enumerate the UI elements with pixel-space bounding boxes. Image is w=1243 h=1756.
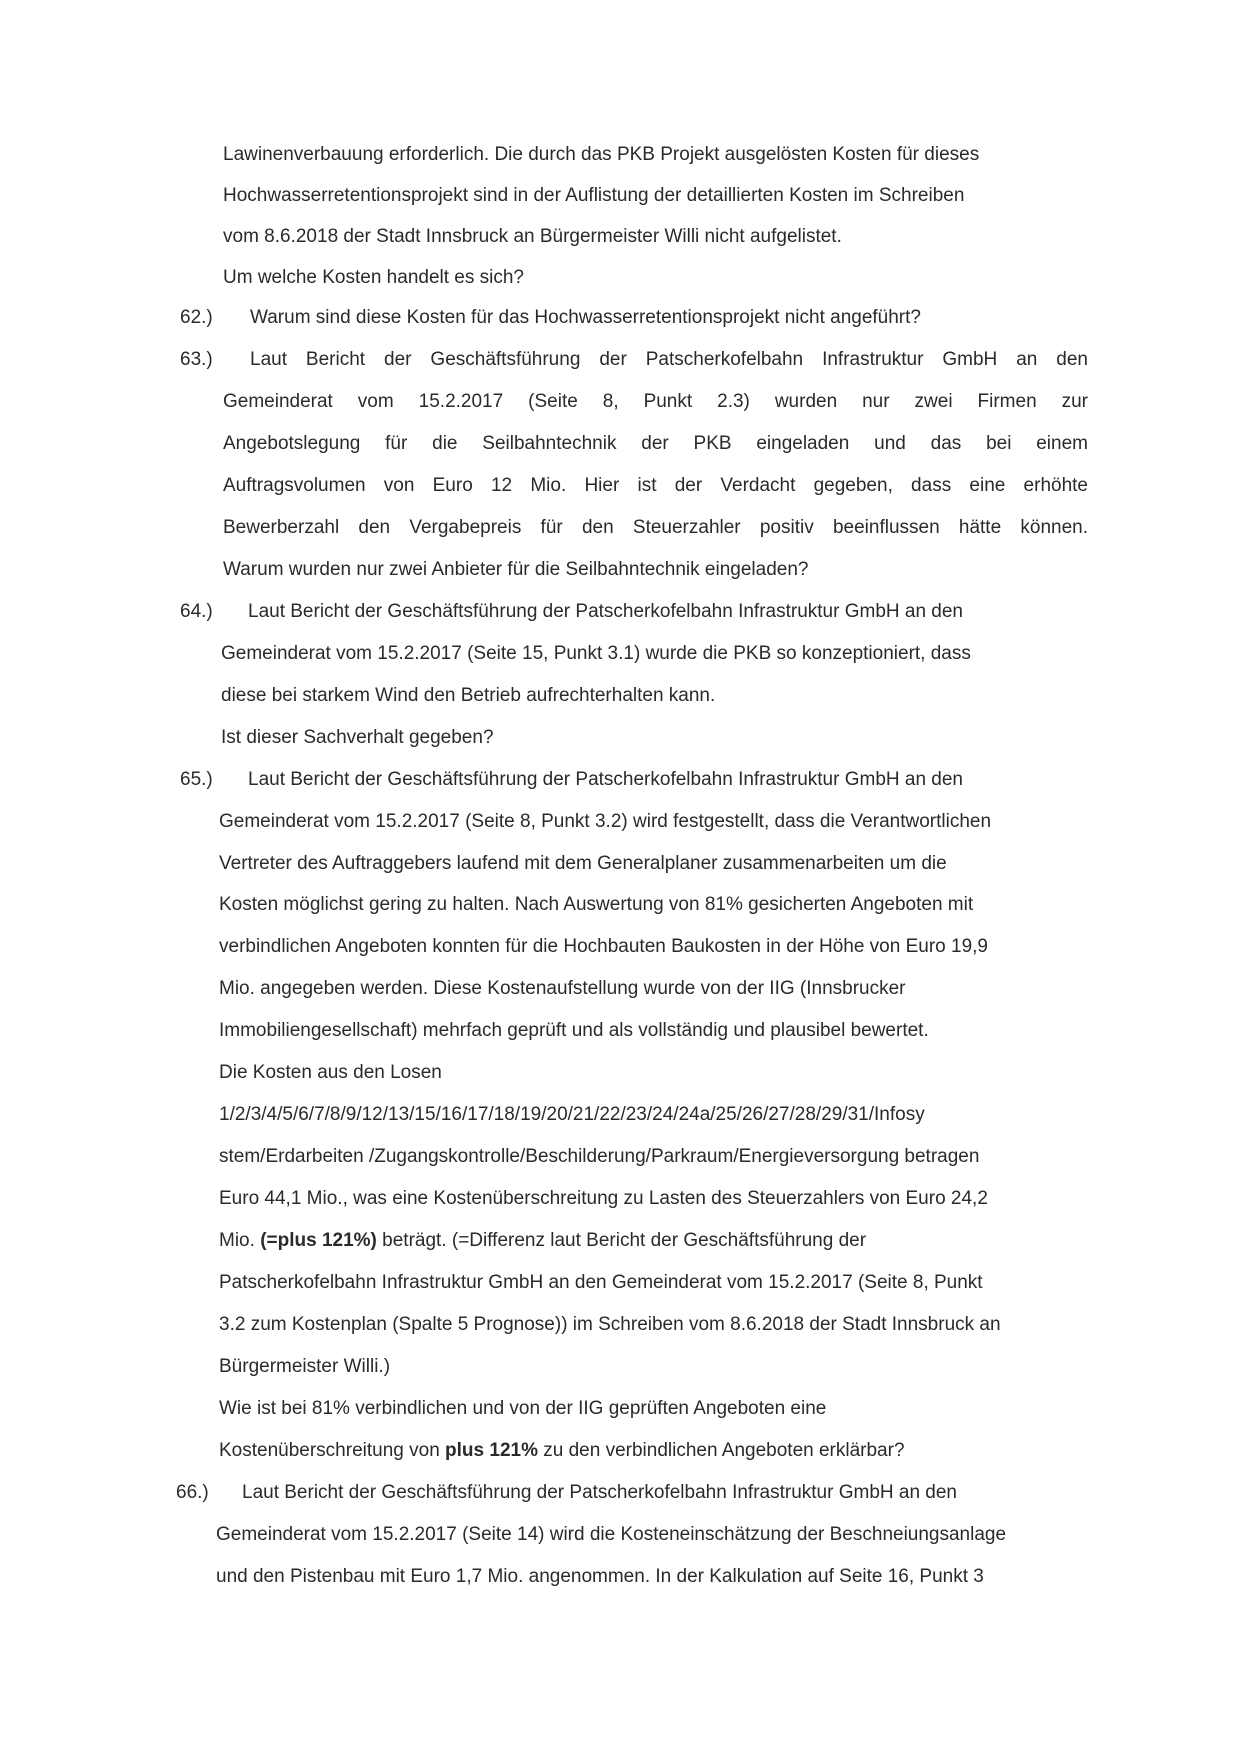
question-65-line: 1/2/3/4/5/6/7/8/9/12/13/15/16/17/18/19/20/21/22/23/24/24a/25/26/27/28/29/31/Infosy [219, 1104, 925, 1125]
question-63-line: Bewerberzahl den Vergabepreis für den Steuerzahler positiv beeinflussen hätte können. [223, 517, 1088, 538]
intro-line: Lawinenverbauung erforderlich. Die durch das PKB Projekt ausgelösten Kosten für dieses [223, 144, 980, 165]
question-63-line: Angebotslegung für die Seilbahntechnik der PKB eingeladen und das bei einem [223, 433, 1088, 454]
question-63-line: Laut Bericht der Geschäftsführung der Patscherkofelbahn Infrastruktur GmbH an den [250, 349, 1088, 370]
question-64-line: Ist dieser Sachverhalt gegeben? [221, 727, 494, 748]
question-65-line: Gemeinderat vom 15.2.2017 (Seite 8, Punkt 3.2) wird festgestellt, dass die Verantwortlichen [219, 811, 992, 832]
question-65-line: Kosten möglichst gering zu halten. Nach Auswertung von 81% gesicherten Angeboten mit [219, 894, 974, 915]
question-number-62: 62.) [180, 307, 213, 328]
intro-line: Hochwasserretentionsprojekt sind in der Auflistung der detaillierten Kosten im Schreiben [223, 185, 965, 206]
question-66-line: Gemeinderat vom 15.2.2017 (Seite 14) wird die Kosteneinschätzung der Beschneiungsanlage [216, 1524, 1007, 1545]
question-65-line: Bürgermeister Willi.) [219, 1356, 391, 1377]
plus-121-bold: (=plus 121%) [260, 1230, 377, 1251]
question-65-line: Die Kosten aus den Losen [219, 1062, 442, 1083]
question-65-line: Euro 44,1 Mio., was eine Kostenüberschreitung zu Lasten des Steuerzahlers von Euro 24,2 [219, 1188, 988, 1209]
question-65-line: stem/Erdarbeiten /Zugangskontrolle/Beschilderung/Parkraum/Energieversorgung betragen [219, 1146, 980, 1167]
question-64-line: Laut Bericht der Geschäftsführung der Patscherkofelbahn Infrastruktur GmbH an den [248, 601, 963, 622]
mio-suffix: beträgt. (=Differenz laut Bericht der Geschäftsführung der [382, 1230, 867, 1251]
question-65-line: Vertreter des Auftraggebers laufend mit dem Generalplaner zusammenarbeiten um die [219, 853, 947, 874]
question-65-line: 3.2 zum Kostenplan (Spalte 5 Prognose)) im Schreiben vom 8.6.2018 der Stadt Innsbruck an [219, 1314, 1001, 1335]
plus-121-bold: plus 121% [445, 1440, 538, 1461]
question-65-mixed-line [219, 1438, 1079, 1464]
question-65-line: Mio. angegeben werden. Diese Kostenaufstellung wurde von der IIG (Innsbrucker [219, 978, 906, 999]
question-65-line: Patscherkofelbahn Infrastruktur GmbH an den Gemeinderat vom 15.2.2017 (Seite 8, Punkt [219, 1272, 983, 1293]
last-suffix: zu den verbindlichen Angeboten erklärbar? [543, 1440, 905, 1461]
question-65-line: Immobiliengesellschaft) mehrfach geprüft und als vollständig und plausibel bewertet. [219, 1020, 929, 1041]
question-62-line: Warum sind diese Kosten für das Hochwasserretentionsprojekt nicht angeführt? [250, 307, 921, 328]
question-number-64: 64.) [180, 601, 213, 622]
question-65-line: Wie ist bei 81% verbindlichen und von der IIG geprüften Angeboten eine [219, 1398, 827, 1419]
question-63-line: Gemeinderat vom 15.2.2017 (Seite 8, Punkt 2.3) wurden nur zwei Firmen zur [223, 391, 1088, 412]
mio-prefix: Mio. [219, 1230, 255, 1251]
intro-line: vom 8.6.2018 der Stadt Innsbruck an Bürgermeister Willi nicht aufgelistet. [223, 226, 842, 247]
question-65-line: verbindlichen Angeboten konnten für die Hochbauten Baukosten in der Höhe von Euro 19,9 [219, 936, 988, 957]
question-64-line: diese bei starkem Wind den Betrieb aufrechterhalten kann. [221, 685, 716, 706]
question-number-66: 66.) [176, 1482, 209, 1503]
last-prefix: Kostenüberschreitung von [219, 1440, 440, 1461]
question-63-line: Warum wurden nur zwei Anbieter für die Seilbahntechnik eingeladen? [223, 559, 809, 580]
question-65-mixed-line [219, 1228, 1079, 1254]
question-64-line: Gemeinderat vom 15.2.2017 (Seite 15, Punkt 3.1) wurde die PKB so konzeptioniert, dass [221, 643, 971, 664]
intro-question: Um welche Kosten handelt es sich? [223, 267, 524, 288]
question-65-line: Laut Bericht der Geschäftsführung der Patscherkofelbahn Infrastruktur GmbH an den [248, 769, 963, 790]
question-63-line: Auftragsvolumen von Euro 12 Mio. Hier ist der Verdacht gegeben, dass eine erhöhte [223, 475, 1088, 496]
question-number-65: 65.) [180, 769, 213, 790]
question-66-line: und den Pistenbau mit Euro 1,7 Mio. angenommen. In der Kalkulation auf Seite 16, Punkt 3 [216, 1566, 984, 1587]
question-66-line: Laut Bericht der Geschäftsführung der Patscherkofelbahn Infrastruktur GmbH an den [242, 1482, 957, 1503]
question-number-63: 63.) [180, 349, 213, 370]
